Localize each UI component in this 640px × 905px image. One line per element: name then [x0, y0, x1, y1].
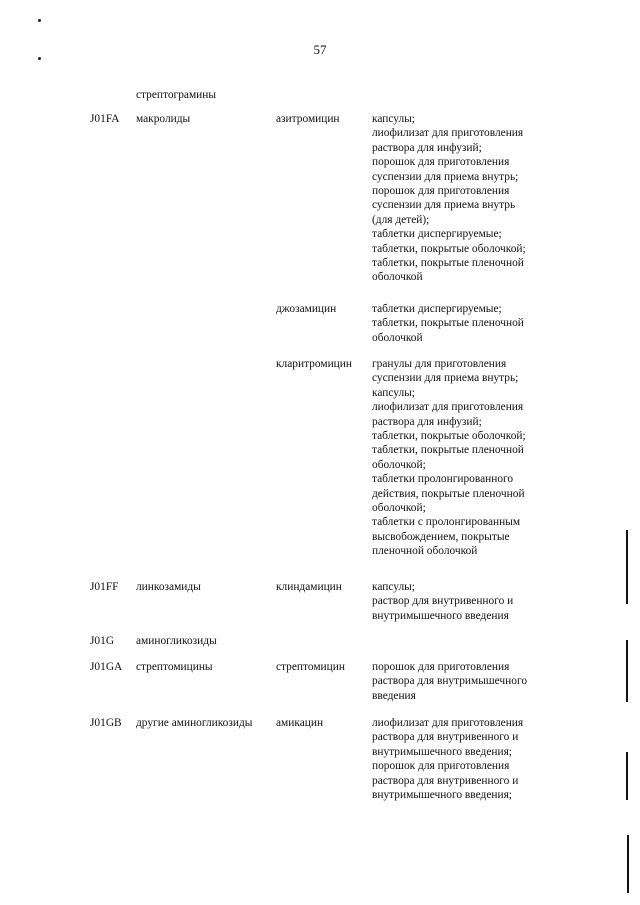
row-1-group: макролиды [136, 113, 191, 125]
row-5-group: аминогликозиды [136, 635, 217, 647]
row-7-forms: лиофилизат для приготовления раствора для внутривенного и внутримышечного введения; порошок для приготовления раствора для внутривенного и внутримышечного введения; [372, 717, 524, 802]
row-6-drug: стрептомицин [276, 661, 345, 673]
scan-speck-top [38, 19, 41, 22]
row-4-group: линкозамиды [136, 581, 201, 593]
row-1-forms: капсулы; лиофилизат для приготовления раствора для инфузий; порошок для приготовления суспензии для приема внутрь; порошок для приготовления суспензии для приема внутрь (для детей); таблетки диспергируемые; таблетки, покрытые оболочкой; таблетки, покрытые пленочной оболочкой [372, 113, 526, 284]
row-4-code: J01FF [90, 581, 119, 593]
row-4-drug: клиндамицин [276, 581, 342, 593]
row-2-drug: джозамицин [276, 303, 337, 315]
row-1-code: J01FA [90, 113, 120, 125]
page-number: 57 [313, 42, 327, 57]
scan-edge-mark [626, 530, 628, 604]
scan-edge-mark [626, 640, 628, 702]
row-2-forms: таблетки диспергируемые; таблетки, покрытые пленочной оболочкой [372, 303, 524, 344]
row-4-forms: капсулы; раствор для внутривенного и внутримышечного введения [372, 581, 514, 622]
row-6-code: J01GA [90, 661, 123, 673]
row-1-drug: азитромицин [276, 113, 340, 125]
row-7-drug: амикацин [276, 717, 324, 729]
row-6-group: стрептомицины [136, 661, 213, 673]
row-3-drug: кларитромицин [276, 358, 352, 370]
row-7-group: другие аминогликозиды [136, 717, 253, 729]
row-0-group: стрептограмины [136, 89, 217, 101]
scan-edge-mark [627, 835, 629, 893]
row-5-code: J01G [90, 635, 115, 647]
row-3-forms: гранулы для приготовления суспензии для приема внутрь; капсулы; лиофилизат для приготовления раствора для инфузий; таблетки, покрытые оболочкой; таблетки, покрытые пленочной оболочкой; таблетки пролонгированного действия, покрытые пленочной оболочкой; таблетки с пролонгированным высвобождением, покрытые пленочной оболочкой [372, 358, 526, 558]
scan-edge-mark [626, 752, 628, 800]
row-6-forms: порошок для приготовления раствора для внутримышечного введения [372, 661, 528, 702]
row-7-code: J01GB [90, 717, 122, 729]
